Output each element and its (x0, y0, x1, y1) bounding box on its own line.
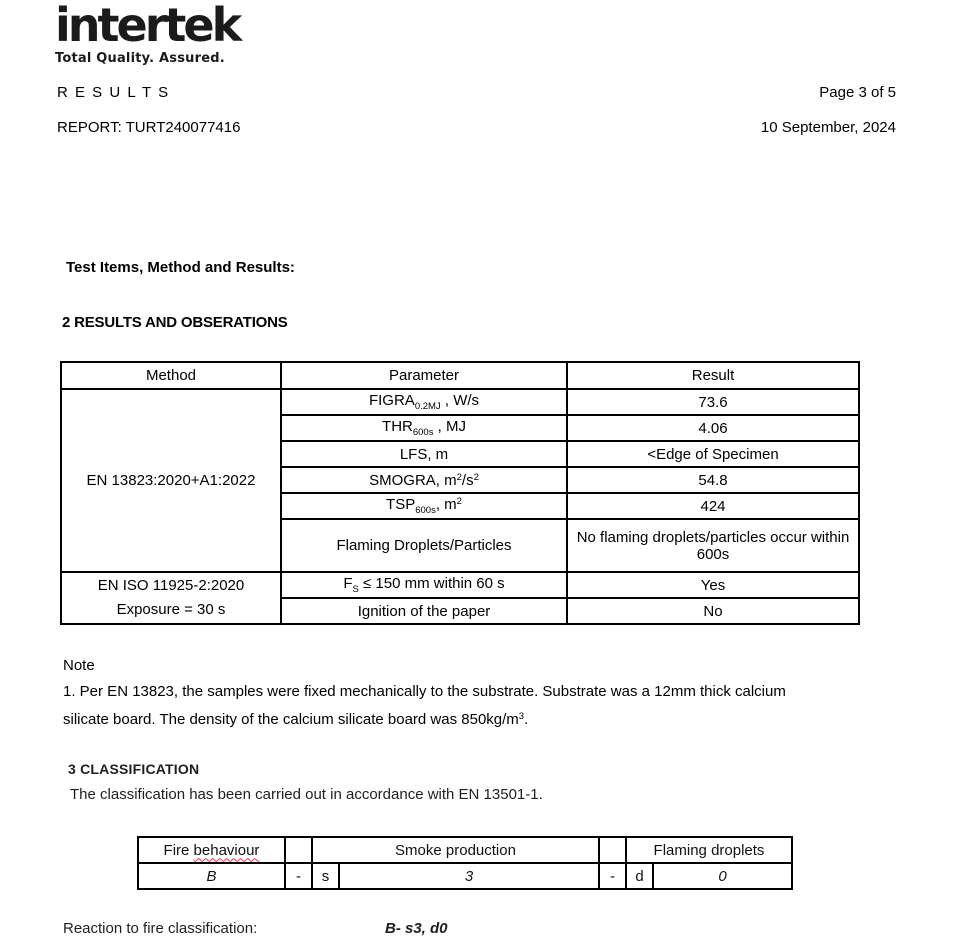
parameter-cell: $F_S \le 150$ mm within 60 s (281, 572, 567, 598)
intertek-logo (55, 0, 239, 66)
report-date: 10 September, 2024 (760, 119, 896, 136)
parameter-cell: SMOGRA, $m^2/s^2$ (281, 467, 567, 493)
result-cell: No flaming droplets/particles occur within 600s (567, 519, 859, 572)
parameter-cell: Ignition of the paper (281, 598, 567, 624)
result-cell: No (567, 598, 859, 624)
result-cell: 54.8 (567, 467, 859, 493)
reaction-line (63, 920, 448, 937)
report-number: REPORT: TURT240077416 (57, 119, 241, 136)
method-cell: EN ISO 11925-2:2020 Exposure = 30 s (61, 572, 281, 624)
column-header-method: Method (61, 362, 281, 389)
droplet-prefix-cell: d (626, 863, 653, 889)
column-header-result: Result (567, 362, 859, 389)
dash-cell: - (599, 863, 626, 889)
fire-behaviour-header (138, 837, 285, 863)
results-section-heading: 2 RESULTS AND OBSERATIONS (62, 314, 288, 331)
method-cell: EN 13823:2020+A1:2022 (61, 389, 281, 572)
header-row-results (57, 84, 896, 101)
note-line: 1. Per EN 13823, the samples were fixed mechanically to the substrate. Substrate was a 12mm thick calcium (63, 682, 786, 700)
logo-wordmark: intertek (55, 0, 240, 52)
column-header-parameter: Parameter (281, 362, 567, 389)
result-cell: 424 (567, 493, 859, 519)
classification-header-row (138, 837, 792, 863)
note-block (63, 653, 823, 733)
note-title: Note (63, 657, 95, 674)
results-table-row (61, 572, 859, 598)
logo-tagline: Total Quality. Assured. (55, 51, 225, 66)
classification-value-row (138, 863, 792, 889)
results-label: R E S U L T S (57, 84, 170, 101)
result-cell: <Edge of Specimen (567, 441, 859, 467)
spacer-cell (285, 837, 312, 863)
flaming-droplets-header: Flaming droplets (626, 837, 792, 863)
parameter-cell: Flaming Droplets/Particles (281, 519, 567, 572)
test-items-heading: Test Items, Method and Results: (66, 259, 295, 276)
results-table-header-row (61, 362, 859, 389)
classification-table (137, 836, 793, 890)
page-number: Page 3 of 5 (819, 84, 896, 101)
parameter-cell: $FIGRA_{0.2MJ}$ , W/s (281, 389, 567, 415)
result-cell: Yes (567, 572, 859, 598)
fire-behaviour-squiggle: behaviour (193, 841, 260, 859)
smoke-prefix-cell: s (312, 863, 339, 889)
header-row-report (57, 119, 896, 136)
classification-sentence: The classification has been carried out in accordance with EN 13501-1. (70, 786, 543, 803)
parameter-cell: $THR_{600s}$ , MJ (281, 415, 567, 441)
fire-behaviour-plain: Fire (163, 841, 194, 859)
note-line: silicate board. The density of the calcium silicate board was $850kg/m^3$. (63, 711, 529, 728)
result-cell: 73.6 (567, 389, 859, 415)
smoke-value-cell: 3 (339, 863, 599, 889)
reaction-label: Reaction to fire classification: (63, 920, 258, 937)
result-cell: 4.06 (567, 415, 859, 441)
smoke-production-header: Smoke production (312, 837, 599, 863)
results-table-row (61, 389, 859, 415)
parameter-cell: LFS, m (281, 441, 567, 467)
reaction-value: B- s3, d0 (385, 920, 448, 937)
fire-behaviour-value: B (138, 863, 285, 889)
dash-cell: - (285, 863, 312, 889)
results-table (60, 361, 860, 625)
droplet-value-cell: 0 (653, 863, 792, 889)
classification-heading: 3 CLASSIFICATION (68, 761, 200, 777)
parameter-cell: $TSP_{600s}$, $m^2$ (281, 493, 567, 519)
spacer-cell (599, 837, 626, 863)
